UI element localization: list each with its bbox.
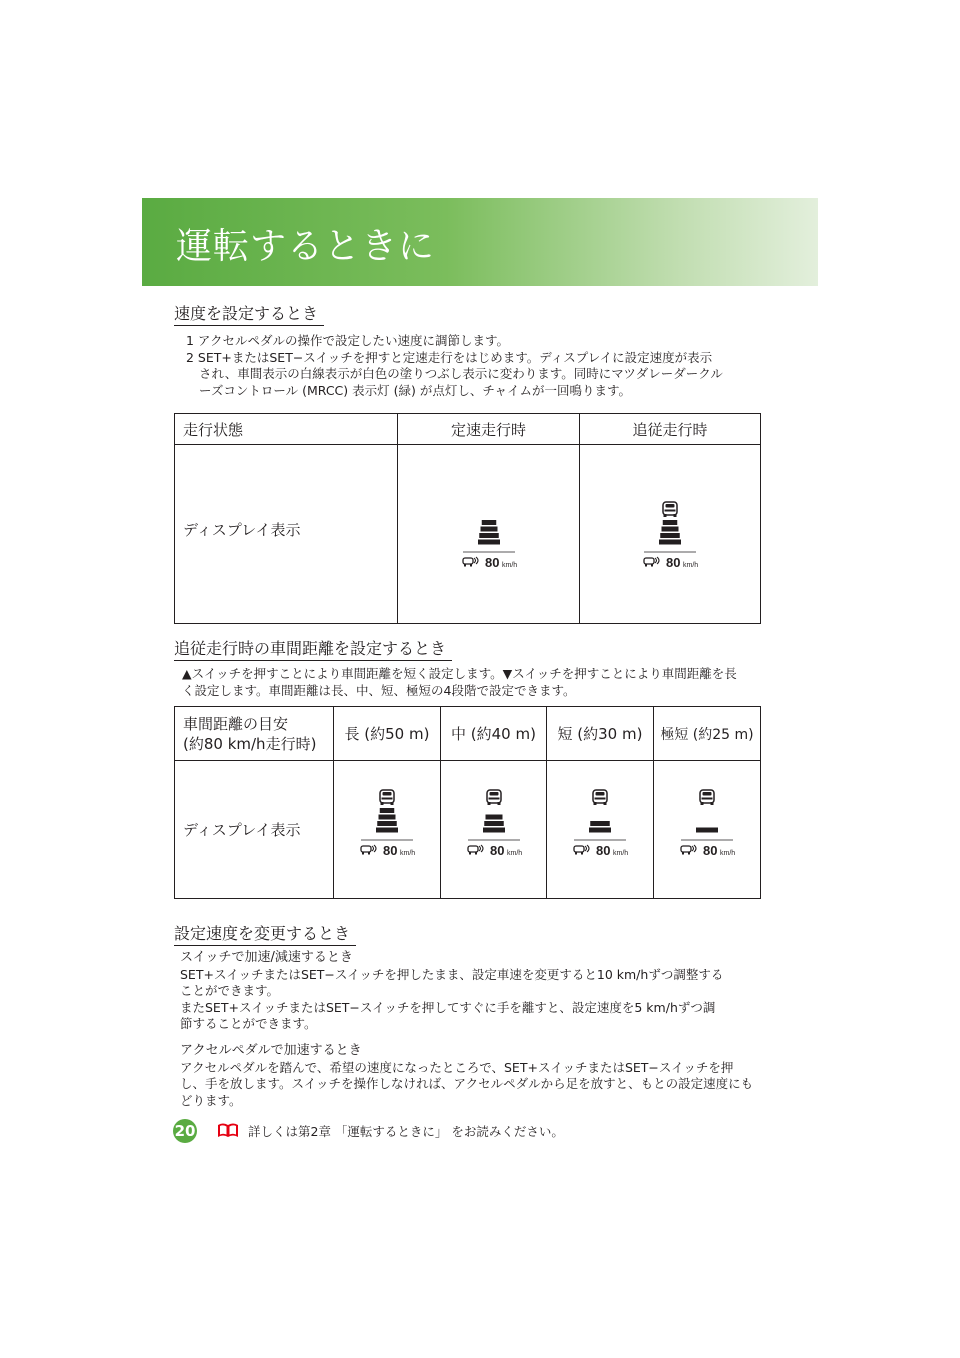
distance-bar (480, 527, 497, 532)
preceding-car-icon (487, 790, 501, 805)
distance-bar (481, 520, 496, 525)
radar-cruise-icon (574, 845, 589, 855)
cruise-display-icon (464, 789, 524, 863)
header-medium: 中 (約40 m) (441, 707, 547, 761)
distance-bar (696, 828, 718, 833)
speed-unit: km/h (683, 562, 699, 569)
distance-bar (483, 828, 505, 833)
cruise-display-icon (677, 789, 737, 863)
cruise-display-icon (357, 789, 417, 863)
speed-unit: km/h (506, 850, 522, 857)
preceding-car-icon (700, 790, 714, 805)
distance-bar (379, 815, 396, 820)
distance-description (182, 666, 737, 699)
switch-accel-title: スイッチで加速/減速するとき (180, 950, 353, 965)
switch-accel-line-4: 節することができます。 (180, 1016, 317, 1031)
pedal-accel-line-3: どります。 (180, 1092, 242, 1108)
chapter-reference: 詳しくは第2章 「運転するときに」 をお読みください。 (248, 1124, 564, 1139)
cruise-display (464, 789, 524, 867)
preceding-car-icon (663, 502, 677, 517)
step-2: 2 SET+またはSET−スイッチを押すと定速走行をはじめます。ディスプレイに設定速度が表示 (186, 349, 713, 365)
distance-bar (485, 815, 502, 820)
header-driving-state: 走行状態 (175, 414, 398, 445)
switch-accel-line-3: またSET+スイッチまたはSET−スイッチを押してすぐに手を離すと、設定速度を5 km/hずつ調 (180, 999, 716, 1015)
cruise-display (677, 789, 737, 867)
chapter-banner (142, 198, 818, 286)
header-distance-guide (175, 707, 334, 761)
step-1: 1 アクセルペダルの操作で設定したい速度に調節します。 (186, 333, 510, 348)
cruise-display (640, 501, 700, 579)
step-2-cont-2: ーズコントロール (MRCC) 表示灯 (緑) が点灯し、チャイムが一回鳴ります。 (199, 382, 631, 398)
section-heading-set-speed: 速度を設定するとき (174, 301, 324, 326)
display-extra-short (654, 761, 761, 899)
row-label-display: ディスプレイ表示 (175, 445, 398, 624)
set-speed-steps (186, 333, 723, 399)
section-heading-distance: 追従走行時の車間距離を設定するとき (174, 636, 452, 661)
radar-cruise-icon (361, 845, 376, 855)
speed-unit: km/h (400, 850, 416, 857)
cruise-display (357, 789, 417, 867)
pedal-accel-line-2: し、手を放します。スイッチを操作しなければ、アクセルペダルから足を放すと、もとの設定速度にも (180, 1076, 754, 1091)
distance-bar (376, 828, 398, 833)
header-constant-speed: 定速走行時 (398, 414, 580, 445)
display-long (334, 761, 441, 899)
speed-unit: km/h (501, 562, 517, 569)
distance-bar (659, 540, 681, 545)
header-short: 短 (約30 m) (547, 707, 654, 761)
distance-line-2: く設定します。車間距離は長、中、短、極短の4段階で設定できます。 (182, 682, 576, 698)
distance-bar (478, 540, 500, 545)
distance-bar (484, 821, 504, 826)
display-constant-speed (398, 445, 580, 624)
radar-cruise-icon (681, 845, 696, 855)
page-number: 20 (173, 1119, 197, 1143)
distance-bar (590, 821, 610, 826)
set-speed-value: 80 (484, 555, 499, 570)
cruise-display-icon (640, 501, 700, 575)
switch-accel-decel (180, 950, 723, 1033)
distance-bar (660, 533, 680, 538)
set-speed-value: 80 (703, 843, 718, 858)
step-2-cont-1: され、車間表示の白線表示が白色の塗りつぶし表示に変わります。同時にマツダレーダークル (199, 366, 723, 381)
header-distance-guide-line1: 車間距離の目安 (183, 714, 289, 733)
radar-cruise-icon (644, 557, 659, 567)
pedal-accel-line-1: アクセルペダルを踏んで、希望の速度になったところで、SET+スイッチまたはSET−スイッチを押 (180, 1059, 734, 1075)
pedal-accel-title: アクセルペダルで加速するとき (180, 1043, 362, 1058)
cruise-display-icon (459, 501, 519, 575)
radar-cruise-icon (468, 845, 483, 855)
switch-accel-line-2: ことができます。 (180, 983, 280, 998)
distance-bar (663, 520, 678, 525)
driving-state-table (174, 413, 761, 624)
header-extra-short: 極短 (約25 m) (654, 707, 761, 761)
distance-bar (589, 828, 611, 833)
book-icon (217, 1122, 239, 1138)
distance-bar (380, 808, 395, 813)
header-long: 長 (約50 m) (334, 707, 441, 761)
distance-bar (662, 527, 679, 532)
speed-unit: km/h (613, 850, 629, 857)
section-heading-change-speed: 設定速度を変更するとき (174, 921, 356, 946)
distance-bar (377, 821, 397, 826)
set-speed-value: 80 (489, 843, 504, 858)
distance-table (174, 706, 761, 899)
header-distance-guide-line2: (約80 km/h走行時) (183, 734, 317, 753)
set-speed-value: 80 (666, 555, 681, 570)
cruise-display (459, 501, 519, 579)
cruise-display-icon (570, 789, 630, 863)
preceding-car-icon (380, 790, 394, 805)
display-following (580, 445, 761, 624)
switch-accel-line-1: SET+スイッチまたはSET−スイッチを押したまま、設定車速を変更すると10 km/hずつ調整する (180, 966, 724, 982)
set-speed-value: 80 (383, 843, 398, 858)
display-short (547, 761, 654, 899)
chapter-title: 運転するときに (176, 226, 436, 267)
row-label-display: ディスプレイ表示 (175, 761, 334, 899)
pedal-accel (180, 1043, 753, 1109)
preceding-car-icon (593, 790, 607, 805)
cruise-display (570, 789, 630, 867)
display-medium (441, 761, 547, 899)
header-following: 追従走行時 (580, 414, 761, 445)
distance-bar (479, 533, 499, 538)
radar-cruise-icon (463, 557, 478, 567)
distance-line-1: ▲スイッチを押すことにより車間距離を短く設定します。▼スイッチを押すことにより車間距離を長 (182, 666, 737, 681)
set-speed-value: 80 (596, 843, 611, 858)
speed-unit: km/h (720, 850, 736, 857)
